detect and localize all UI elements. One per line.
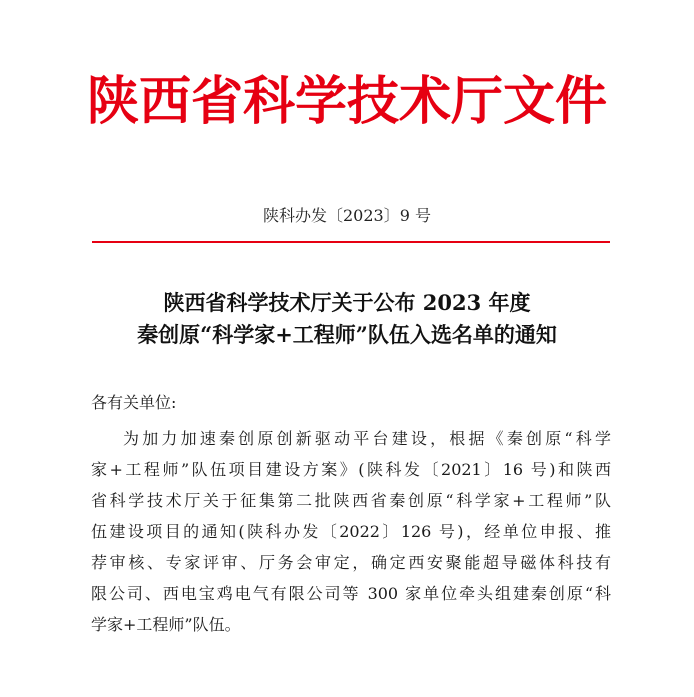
notice-title-line-2: 秦创原“科学家+工程师”队伍入选名单的通知 xyxy=(137,322,557,347)
body-paragraph-line: 为加力加速秦创原创新驱动平台建设，根据《秦创原“科学 xyxy=(123,429,611,448)
body-paragraph-line: 限公司、西电宝鸡电气有限公司等 300 家单位牵头组建秦创原“科 xyxy=(91,584,611,603)
body-paragraph-line: 伍建设项目的通知(陕科办发〔2022〕126 号)，经单位申报、推 xyxy=(91,522,611,541)
body-paragraph-line: 荐审核、专家评审、厅务会审定，确定西安聚能超导磁体科技有 xyxy=(91,553,611,572)
salutation: 各有关单位: xyxy=(91,393,177,412)
notice-title-line-1: 陕西省科学技术厅关于公布 2023 年度 xyxy=(163,290,531,315)
body-paragraph-line: 学家+工程师”队伍。 xyxy=(91,615,241,634)
document-number: 陕科办发〔2023〕9 号 xyxy=(263,206,431,225)
body-paragraph-line: 省科学技术厅关于征集第二批陕西省秦创原“科学家+工程师”队 xyxy=(91,491,611,510)
red-divider-line xyxy=(92,241,610,243)
document-masthead: 陕西省科学技术厅文件 xyxy=(86,72,607,132)
body-paragraph-line: 家+工程师”队伍项目建设方案》(陕科发〔2021〕16 号)和陕西 xyxy=(91,460,611,479)
